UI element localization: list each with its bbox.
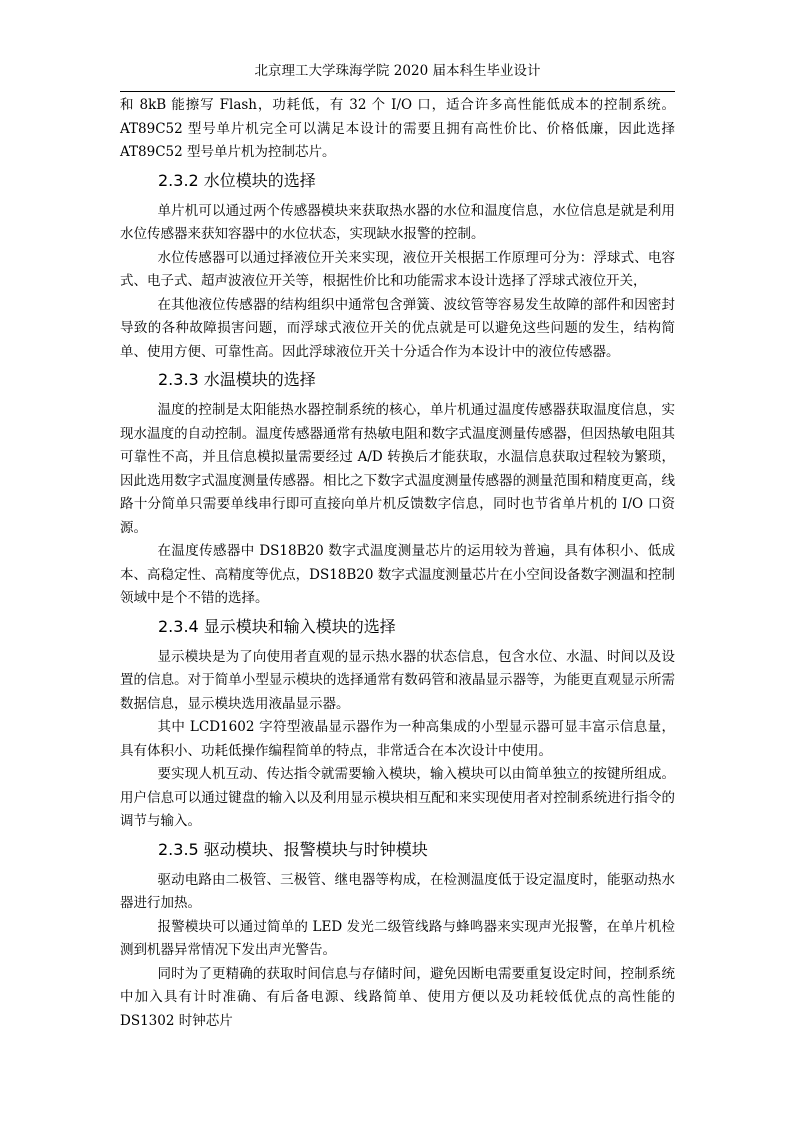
paragraph-continuation: 和 8kB 能擦写 Flash，功耗低，有 32 个 I/O 口，适合许多高性能低成本的控制系统。AT89C52 型号单片机完全可以满足本设计的需要且拥有高性价比、价格低廉，因此选择 AT89C52 型号单片机为控制芯片。 — [120, 97, 675, 160]
paragraph: 在其他液位传感器的结构组织中通常包含弹簧、波纹管等容易发生故障的部件和因密封导致的各种故障损害问题，而浮球式液位开关的优点就是可以避免这些问题的发生，结构简单、使用方便、可靠性高。因此浮球液位开关十分适合作为本设计中的液位传感器。 — [120, 296, 675, 360]
page-header: 北京理工大学珠海学院 2020 届本科生毕业设计 — [254, 63, 541, 79]
section-heading-water-temperature: 2.3.3 水温模块的选择 — [158, 370, 316, 389]
section-heading-display-input: 2.3.4 显示模块和输入模块的选择 — [158, 616, 396, 636]
paragraph: 要实现人机互动、传达指令就需要输入模块，输入模块可以由简单独立的按键所组成。用户信息可以通过键盘的输入以及利用显示模块相互配和来实现使用者对控制系统进行指令的调节与输入。 — [120, 766, 675, 829]
paragraph: 温度的控制是太阳能热水器控制系统的核心，单片机通过温度传感器获取温度信息，实现水温度的自动控制。温度传感器通常有热敏电阻和数字式温度测量传感器，但因热敏电阻其可靠性不高，并且信息模拟量需要经过 A/D 转换后才能获取，水温信息获取过程较为繁琐，因此选用数字式温度测量传感器。相比之下数字式温度测量传感器的测量范围和精度更高，线路十分简单只需要单线串行即可直接向单片机反馈数字信息，同时也节省单片机的 I/O 口资源。 — [120, 402, 675, 536]
paragraph: 同时为了更精确的获取时间信息与存储时间，避免因断电需要重复设定时间，控制系统中加入具有计时准确、有后备电源、线路简单、使用方便以及功耗较低优点的高性能的 DS1302 时钟芯片 — [120, 965, 675, 1029]
paragraph: 单片机可以通过两个传感器模块来获取热水器的水位和温度信息，水位信息是就是利用水位传感器来获知容器中的水位状态，实现缺水报警的控制。 — [120, 202, 675, 242]
header-divider — [120, 91, 675, 92]
paragraph: 驱动电路由二极管、三极管、继电器等构成，在检测温度低于设定温度时，能驱动热水器进行加热。 — [120, 871, 675, 911]
paragraph: 其中 LCD1602 字符型液晶显示器作为一种高集成的小型显示器可显丰富示信息量，具有体积小、功耗低操作编程简单的特点，非常适合在本次设计中使用。 — [120, 719, 675, 759]
paragraph: 显示模块是为了向使用者直观的显示热水器的状态信息，包含水位、水温、时间以及设置的信息。对于简单小型显示模块的选择通常有数码管和液晶显示器等，为能更直观显示所需数据信息，显示模块选用液晶显示器。 — [120, 648, 675, 712]
section-heading-water-level: 2.3.2 水位模块的选择 — [158, 170, 316, 190]
paragraph: 在温度传感器中 DS18B20 数字式温度测量芯片的运用较为普遍，具有体积小、低成本、高稳定性、高精度等优点，DS18B20 数字式温度测量芯片在小空间设备数字测温和控制领域中是个不错的选择。 — [120, 543, 675, 606]
section-heading-drive-alarm-clock: 2.3.5 驱动模块、报警模块与时钟模块 — [158, 839, 428, 859]
document-body — [120, 94, 675, 1033]
paragraph: 报警模块可以通过简单的 LED 发光二级管线路与蜂鸣器来实现声光报警，在单片机检测到机器异常情况下发出声光警告。 — [120, 918, 675, 958]
paragraph: 水位传感器可以通过择液位开关来实现，液位开关根据工作原理可分为：浮球式、电容式、电子式、超声波液位开关等，根据性价比和功能需求本设计选择了浮球式液位开关， — [120, 249, 675, 289]
